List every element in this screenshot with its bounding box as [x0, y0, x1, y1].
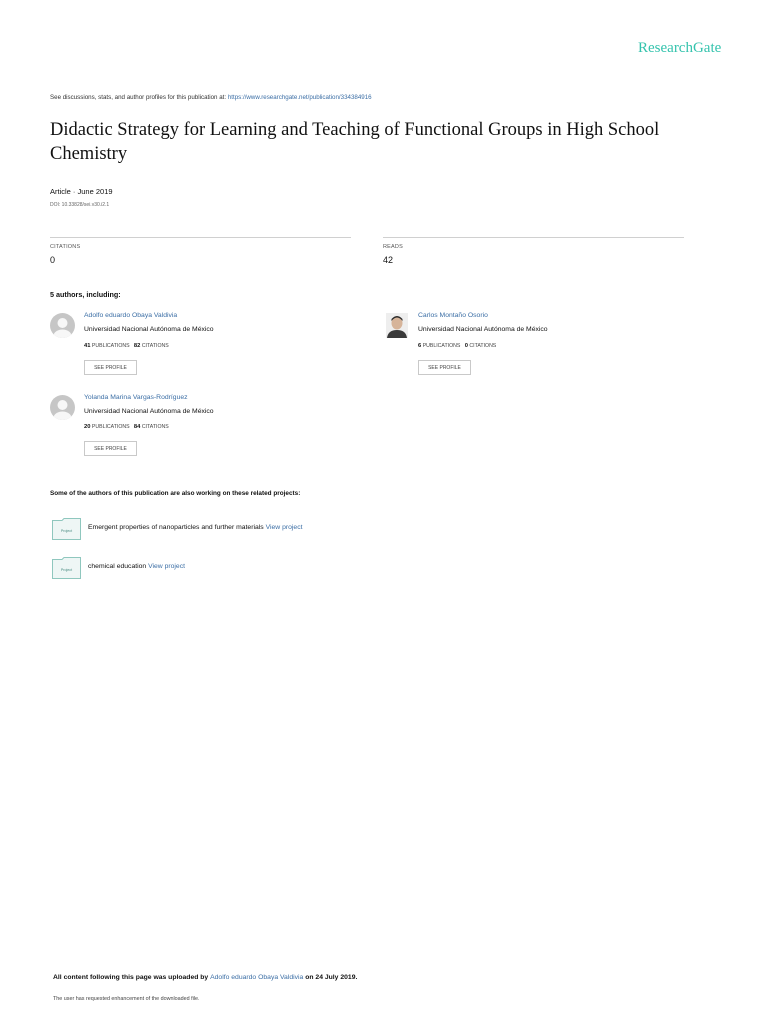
author-stats: 41 PUBLICATIONS 82 CITATIONS — [84, 343, 169, 349]
project-folder-icon — [52, 518, 81, 537]
avatar-placeholder-icon[interactable] — [50, 313, 75, 338]
author-institution: Universidad Nacional Autónoma de México — [418, 326, 548, 333]
author-photo[interactable] — [386, 313, 408, 338]
reads-count: 42 — [383, 255, 394, 265]
publication-url-link[interactable]: https://www.researchgate.net/publication/334384916 — [227, 94, 372, 101]
see-profile-button[interactable]: SEE PROFILE — [84, 360, 137, 375]
upload-prefix: All content following this page was uploaded by — [53, 974, 209, 981]
publication-title: Didactic Strategy for Learning and Teaching of Functional Groups in High School Chemistry — [50, 120, 660, 164]
view-project-link[interactable]: View project — [148, 563, 185, 570]
author-stats: 6 PUBLICATIONS 0 CITATIONS — [418, 343, 497, 349]
project-name: chemical education — [88, 563, 147, 570]
see-profile-button[interactable]: SEE PROFILE — [418, 360, 471, 375]
author-institution: Universidad Nacional Autónoma de México — [84, 326, 214, 333]
discussion-text: See discussions, stats, and author profiles for this publication at: — [50, 94, 227, 101]
authors-heading: 5 authors, including: — [50, 290, 121, 299]
upload-notice — [53, 974, 357, 981]
project-icon-label: Project — [60, 568, 73, 572]
author-name-link[interactable]: Yolanda Marina Vargas-Rodríguez — [84, 394, 188, 401]
citations-count: 0 — [50, 255, 56, 265]
citations-divider — [50, 237, 351, 238]
citations-label: CITATIONS — [50, 244, 81, 250]
project-folder-icon — [52, 557, 81, 576]
discussion-line — [50, 94, 372, 101]
article-type-date: Article · June 2019 — [50, 187, 113, 196]
see-profile-button[interactable]: SEE PROFILE — [84, 441, 137, 456]
project-icon-label: Project — [60, 529, 73, 533]
enhancement-note: The user has requested enhancement of the downloaded file. — [53, 996, 200, 1002]
researchgate-logo[interactable]: ResearchGate — [638, 40, 722, 56]
related-projects-heading: Some of the authors of this publication are also working on these related projects: — [50, 490, 301, 497]
reads-label: READS — [383, 244, 403, 250]
author-name-link[interactable]: Adolfo eduardo Obaya Valdivia — [84, 312, 178, 319]
project-title — [88, 563, 185, 570]
project-title — [88, 524, 302, 531]
view-project-link[interactable]: View project — [265, 524, 303, 531]
author-stats: 20 PUBLICATIONS 84 CITATIONS — [84, 424, 169, 430]
upload-date: on 24 July 2019. — [305, 974, 358, 981]
author-institution: Universidad Nacional Autónoma de México — [84, 408, 214, 415]
reads-divider — [383, 237, 684, 238]
uploader-link[interactable]: Adolfo eduardo Obaya Valdivia — [210, 974, 304, 981]
project-name: Emergent properties of nanoparticles and further materials — [88, 524, 264, 531]
avatar-placeholder-icon[interactable] — [50, 395, 75, 420]
author-name-link[interactable]: Carlos Montaño Osorio — [418, 312, 488, 319]
doi: DOI: 10.33828/sei.v30.i2.1 — [50, 202, 110, 208]
